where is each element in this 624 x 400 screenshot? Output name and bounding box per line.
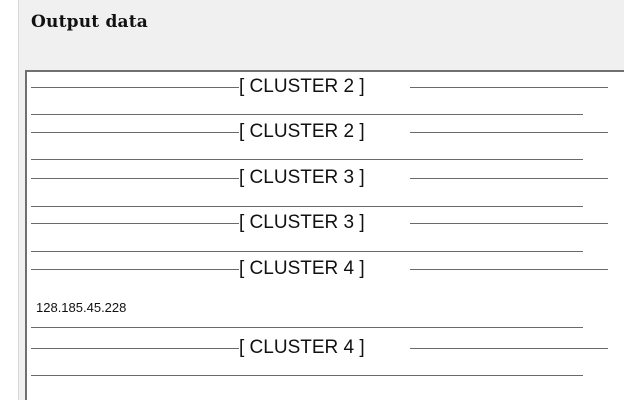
- cluster-label: [ CLUSTER 3 ]: [239, 212, 365, 233]
- cluster-label: [ CLUSTER 3 ]: [239, 167, 365, 188]
- separator-line: [31, 269, 239, 270]
- cluster-label: [ CLUSTER 2 ]: [239, 76, 365, 97]
- separator-line: [410, 223, 608, 224]
- left-frame-edge: [0, 0, 19, 400]
- cluster-header-row: [27, 74, 624, 100]
- cluster-header-row: [27, 256, 624, 282]
- cluster-header-row: [27, 210, 624, 236]
- separator-line: [410, 348, 608, 349]
- ip-address-text: 128.185.45.228: [36, 300, 127, 315]
- separator-line: [410, 87, 608, 88]
- cluster-label: [ CLUSTER 4 ]: [239, 258, 365, 279]
- cluster-header-row: [27, 119, 624, 145]
- separator-line: [31, 87, 239, 88]
- cluster-label: [ CLUSTER 2 ]: [239, 121, 365, 142]
- separator-line: [31, 206, 583, 207]
- separator-line: [410, 269, 608, 270]
- cluster-header-row: [27, 335, 624, 361]
- cluster-header-row: [27, 165, 624, 191]
- separator-line: [31, 251, 583, 252]
- separator-line: [410, 178, 608, 179]
- separator-line: [31, 132, 239, 133]
- separator-line: [31, 375, 583, 376]
- separator-line: [31, 348, 239, 349]
- output-textbox[interactable]: [25, 70, 624, 400]
- separator-line: [31, 114, 583, 115]
- separator-line: [31, 178, 239, 179]
- separator-line: [410, 132, 608, 133]
- cluster-label: [ CLUSTER 4 ]: [239, 337, 365, 358]
- separator-line: [31, 327, 583, 328]
- panel-title: Output data: [31, 12, 149, 32]
- separator-line: [31, 223, 239, 224]
- separator-line: [31, 159, 583, 160]
